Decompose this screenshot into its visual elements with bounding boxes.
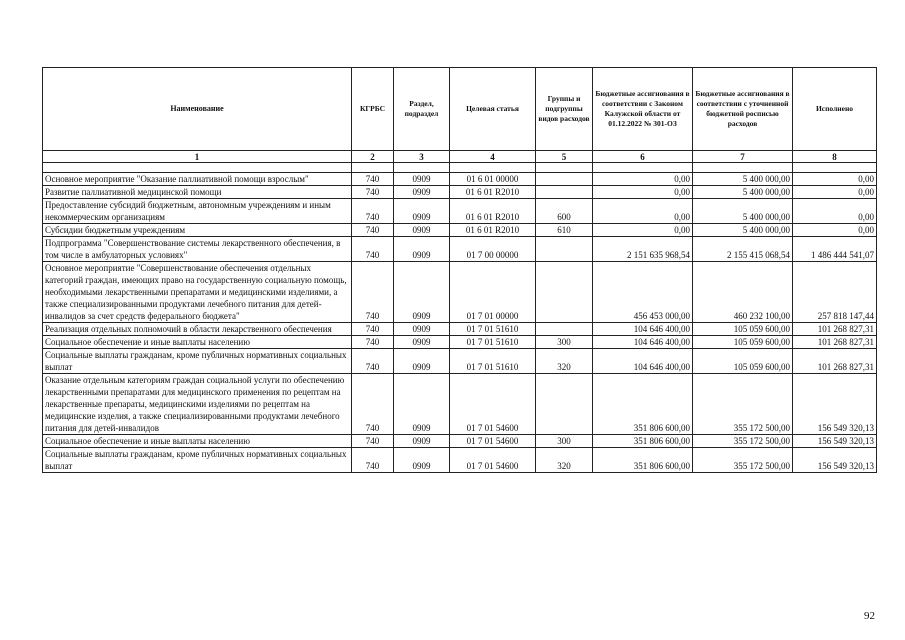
row-updated: 5 400 000,00 — [693, 186, 793, 199]
spacer-row — [43, 163, 877, 173]
row-done: 0,00 — [793, 199, 877, 224]
row-name: Предоставление субсидий бюджетным, автономным учреждениям и иным некоммерческим организациям — [43, 199, 352, 224]
row-section: 0909 — [394, 374, 450, 435]
header-row — [43, 68, 877, 151]
table-row — [43, 374, 877, 435]
row-target: 01 6 01 00000 — [450, 173, 536, 186]
row-done: 101 268 827,31 — [793, 336, 877, 349]
row-law: 0,00 — [593, 186, 693, 199]
row-name: Социальное обеспечение и иные выплаты населению — [43, 435, 352, 448]
table-row — [43, 224, 877, 237]
row-kgrbs: 740 — [352, 448, 394, 473]
row-kgrbs: 740 — [352, 374, 394, 435]
row-name: Социальное обеспечение и иные выплаты населению — [43, 336, 352, 349]
row-group: 300 — [536, 336, 593, 349]
row-target: 01 6 01 R2010 — [450, 186, 536, 199]
row-updated: 5 400 000,00 — [693, 199, 793, 224]
row-law: 456 453 000,00 — [593, 262, 693, 323]
row-updated: 105 059 600,00 — [693, 323, 793, 336]
column-number-row — [43, 151, 877, 163]
row-kgrbs: 740 — [352, 237, 394, 262]
row-law: 351 806 600,00 — [593, 374, 693, 435]
row-updated: 105 059 600,00 — [693, 349, 793, 374]
header-name: Наименование — [43, 68, 352, 151]
header-section: Раздел, подраздел — [394, 68, 450, 151]
column-number: 8 — [793, 151, 877, 163]
table-body — [43, 173, 877, 473]
column-number: 2 — [352, 151, 394, 163]
table-row — [43, 262, 877, 323]
row-updated: 5 400 000,00 — [693, 224, 793, 237]
row-group — [536, 186, 593, 199]
row-kgrbs: 740 — [352, 336, 394, 349]
table-row — [43, 349, 877, 374]
row-done: 0,00 — [793, 173, 877, 186]
row-section: 0909 — [394, 336, 450, 349]
header-done: Исполнено — [793, 68, 877, 151]
row-target: 01 7 01 51610 — [450, 349, 536, 374]
row-name: Субсидии бюджетным учреждениям — [43, 224, 352, 237]
row-target: 01 7 01 54600 — [450, 374, 536, 435]
row-section: 0909 — [394, 435, 450, 448]
row-target: 01 7 01 54600 — [450, 435, 536, 448]
row-updated: 460 232 100,00 — [693, 262, 793, 323]
row-done: 101 268 827,31 — [793, 349, 877, 374]
row-updated: 2 155 415 068,54 — [693, 237, 793, 262]
row-name: Развитие паллиативной медицинской помощи — [43, 186, 352, 199]
column-number: 7 — [693, 151, 793, 163]
row-name: Реализация отдельных полномочий в области лекарственного обеспечения — [43, 323, 352, 336]
table-row — [43, 199, 877, 224]
row-group — [536, 262, 593, 323]
table-row — [43, 336, 877, 349]
row-name: Основное мероприятие "Оказание паллиативной помощи взрослым" — [43, 173, 352, 186]
header-updated-allocations: Бюджетные ассигнования в соответствии с уточненной бюджетной росписью расходов — [693, 68, 793, 151]
row-group — [536, 237, 593, 262]
row-law: 104 646 400,00 — [593, 336, 693, 349]
row-target: 01 7 00 00000 — [450, 237, 536, 262]
budget-table — [42, 67, 877, 473]
row-kgrbs: 740 — [352, 262, 394, 323]
row-kgrbs: 740 — [352, 199, 394, 224]
header-kgrbs: КГРБС — [352, 68, 394, 151]
row-section: 0909 — [394, 224, 450, 237]
row-section: 0909 — [394, 173, 450, 186]
table-row — [43, 448, 877, 473]
row-updated: 105 059 600,00 — [693, 336, 793, 349]
column-number: 5 — [536, 151, 593, 163]
row-group — [536, 173, 593, 186]
row-target: 01 6 01 R2010 — [450, 224, 536, 237]
row-section: 0909 — [394, 323, 450, 336]
header-groups: Группы и подгруппы видов расходов — [536, 68, 593, 151]
row-section: 0909 — [394, 349, 450, 374]
row-law: 351 806 600,00 — [593, 448, 693, 473]
row-group: 600 — [536, 199, 593, 224]
row-updated: 5 400 000,00 — [693, 173, 793, 186]
row-done: 101 268 827,31 — [793, 323, 877, 336]
row-updated: 355 172 500,00 — [693, 435, 793, 448]
column-number: 3 — [394, 151, 450, 163]
row-group — [536, 323, 593, 336]
row-target: 01 7 01 51610 — [450, 336, 536, 349]
row-kgrbs: 740 — [352, 173, 394, 186]
table-row — [43, 323, 877, 336]
row-updated: 355 172 500,00 — [693, 374, 793, 435]
row-updated: 355 172 500,00 — [693, 448, 793, 473]
column-number: 4 — [450, 151, 536, 163]
row-section: 0909 — [394, 199, 450, 224]
row-group: 610 — [536, 224, 593, 237]
row-done: 1 486 444 541,07 — [793, 237, 877, 262]
row-done: 0,00 — [793, 224, 877, 237]
row-name: Социальные выплаты гражданам, кроме публичных нормативных социальных выплат — [43, 349, 352, 374]
row-law: 0,00 — [593, 199, 693, 224]
row-target: 01 7 01 54600 — [450, 448, 536, 473]
row-section: 0909 — [394, 448, 450, 473]
row-law: 351 806 600,00 — [593, 435, 693, 448]
table-row — [43, 237, 877, 262]
row-section: 0909 — [394, 237, 450, 262]
table-row — [43, 186, 877, 199]
row-law: 2 151 635 968,54 — [593, 237, 693, 262]
table-row — [43, 435, 877, 448]
row-kgrbs: 740 — [352, 349, 394, 374]
row-law: 0,00 — [593, 224, 693, 237]
row-group — [536, 374, 593, 435]
row-group: 300 — [536, 435, 593, 448]
row-target: 01 7 01 00000 — [450, 262, 536, 323]
row-kgrbs: 740 — [352, 435, 394, 448]
row-section: 0909 — [394, 262, 450, 323]
row-done: 156 549 320,13 — [793, 435, 877, 448]
header-law-allocations: Бюджетные ассигнования в соответствии с Законом Калужской области от 01.12.2022 № 301-ОЗ — [593, 68, 693, 151]
header-target: Целевая статья — [450, 68, 536, 151]
row-group: 320 — [536, 448, 593, 473]
row-kgrbs: 740 — [352, 323, 394, 336]
page-number: 92 — [864, 610, 875, 622]
row-done: 0,00 — [793, 186, 877, 199]
row-law: 104 646 400,00 — [593, 323, 693, 336]
row-name: Подпрограмма "Совершенствование системы лекарственного обеспечения, в том числе в амбулаторных условиях" — [43, 237, 352, 262]
row-done: 156 549 320,13 — [793, 448, 877, 473]
column-number: 1 — [43, 151, 352, 163]
row-name: Оказание отдельным категориям граждан социальной услуги по обеспечению лекарственными препаратами для медицинского применения по рецептам на лекарственные препараты, медицинскими изделиями по рецептам на медицинские изделия, а также специализированными продуктами лечебного питания для детей-инвалидов — [43, 374, 352, 435]
table-row — [43, 173, 877, 186]
row-kgrbs: 740 — [352, 186, 394, 199]
row-target: 01 7 01 51610 — [450, 323, 536, 336]
row-section: 0909 — [394, 186, 450, 199]
row-name: Основное мероприятие "Совершенствование обеспечения отдельных категорий граждан, имеющих право на государственную социальную помощь, необходимыми лекарственными препаратами и медицинскими изделиями, а также специализированными продуктами лечебного питания для детей-инвалидов за счет средств федерального бюджета" — [43, 262, 352, 323]
row-law: 0,00 — [593, 173, 693, 186]
row-done: 257 818 147,44 — [793, 262, 877, 323]
row-kgrbs: 740 — [352, 224, 394, 237]
row-done: 156 549 320,13 — [793, 374, 877, 435]
row-target: 01 6 01 R2010 — [450, 199, 536, 224]
row-group: 320 — [536, 349, 593, 374]
row-name: Социальные выплаты гражданам, кроме публичных нормативных социальных выплат — [43, 448, 352, 473]
row-law: 104 646 400,00 — [593, 349, 693, 374]
column-number: 6 — [593, 151, 693, 163]
